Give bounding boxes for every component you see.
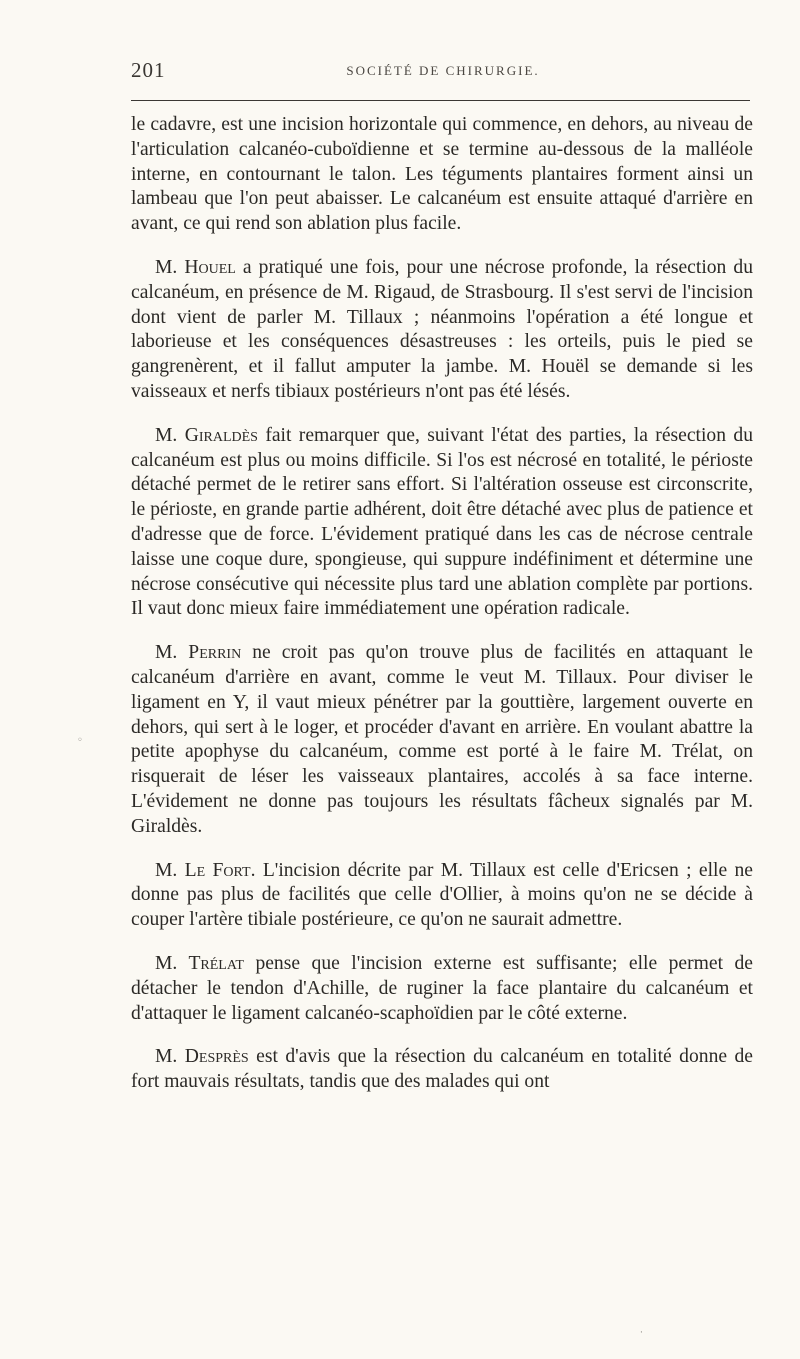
speaker-name: M. Houel [155, 256, 236, 278]
speaker-name: M. Giraldès [155, 424, 258, 446]
paper-speck-icon: · [640, 1328, 643, 1338]
paragraph-text: pense que l'incision externe est suffisante; elle permet de détacher le tendon d'Achille, de ruginer la face plantaire du calcanéum et d'attaquer le ligament calcanéo-scaphoïdien par le côté externe. [131, 952, 753, 1024]
header-rule [131, 100, 750, 101]
paragraph [131, 641, 753, 839]
speaker-name: M. Le Fort [155, 859, 251, 881]
paragraph [131, 1045, 753, 1095]
body-text [131, 113, 753, 1114]
paragraph [131, 859, 753, 933]
paragraph-text: ne croit pas qu'on trouve plus de facilités en attaquant le calcanéum d'arrière en avant, comme le veut M. Tillaux. Pour diviser le ligament en Y, il vaut mieux pénétrer par la gouttière, largement ouverte en dehors, qui sert à le loger, et procéder d'avant en arrière. En voulant abattre la petite apophyse du calcanéum, comme est porté à le faire M. Trélat, on risquerait de léser les vaisseaux plantaires, accolés à sa face interne. L'évidement ne donne pas toujours les résultats fâcheux signalés par M. Giraldès. [131, 642, 753, 837]
paragraph [131, 952, 753, 1026]
paragraph [131, 424, 753, 622]
paragraph-text: le cadavre, est une incision horizontale qui commence, en dehors, au niveau de l'articulation calcanéo-cuboïdienne et se termine au-dessous de la malléole interne, en contournant le talon. Les téguments plantaires forment ainsi un lambeau que l'on peut abaisser. Le calcanéum est ensuite attaqué d'arrière en avant, ce qui rend son ablation plus facile. [131, 114, 753, 235]
paragraph-text: . L'incision décrite par M. Tillaux est celle d'Ericsen ; elle ne donne pas plus de facilités que celle d'Ollier, à moins qu'on ne se décide à couper l'artère tibiale postérieure, ce qu'on ne saurait admettre. [131, 859, 753, 931]
speaker-name: M. Desprès [155, 1046, 249, 1068]
paragraph-text: est d'avis que la résection du calcanéum en totalité donne de fort mauvais résultats, tandis que des malades qui ont [131, 1046, 754, 1093]
paragraph [131, 113, 753, 237]
page-header [131, 58, 755, 86]
paragraph-text: a pratiqué une fois, pour une nécrose profonde, la résection du calcanéum, en présence de M. Rigaud, de Strasbourg. Il s'est servi de l'incision dont vient de parler M. Tillaux ; néanmoins l'opération a été longue et laborieuse et les conséquences désastreuses : les orteils, puis le pied se gangrenèrent, et il fallut amputer la jambe. M. Houël se demande si les vaisseaux et nerfs tibiaux postérieurs n'ont pas été lésés. [131, 256, 754, 402]
paragraph-text: fait remarquer que, suivant l'état des parties, la résection du calcanéum est plus ou moins difficile. Si l'os est nécrosé en totalité, le périoste détaché permet de le retirer sans effort. Si l'altération osseuse est circonscrite, le périoste, en grande partie adhérent, doit être détaché avec plus de patience et d'adresse que de force. L'évidement pratiqué dans les cas de nécrose centrale laisse une coque dure, spongieuse, qui suppure indéfiniment et détermine une nécrose consécutive qui nécessite plus tard une ablation complète par portions. Il vaut donc mieux faire immédiatement une opération radicale. [131, 424, 753, 620]
speaker-name: M. Trélat [155, 952, 244, 974]
speaker-name: M. Perrin [155, 642, 242, 664]
paragraph [131, 256, 753, 405]
margin-mark-icon: ◦ [77, 735, 83, 746]
running-head: SOCIÉTÉ DE CHIRURGIE. [346, 63, 540, 78]
page-number: 201 [131, 58, 166, 82]
